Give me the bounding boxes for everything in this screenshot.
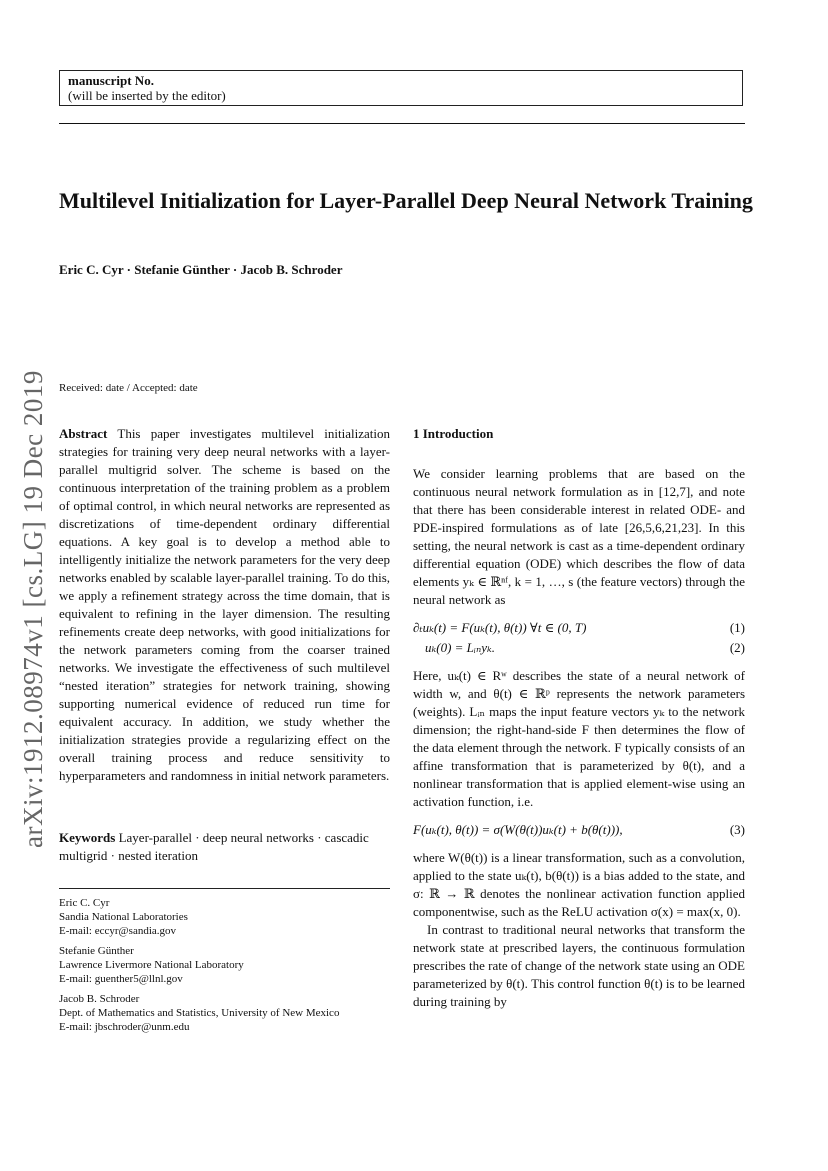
manuscript-box bbox=[59, 70, 743, 106]
footnote-gunther bbox=[59, 944, 390, 986]
paper-title: Multilevel Initialization for Layer-Parallel Deep Neural Network Training bbox=[59, 188, 753, 213]
equation-1 bbox=[413, 619, 745, 637]
editor-note: (will be inserted by the editor) bbox=[68, 88, 226, 103]
equation-2 bbox=[413, 639, 745, 657]
footnote-affiliation: Sandia National Laboratories bbox=[59, 911, 188, 923]
footnote-affiliation: Lawrence Livermore National Laboratory bbox=[59, 959, 244, 971]
footnote-email: E-mail: eccyr@sandia.gov bbox=[59, 925, 177, 937]
arxiv-stamp: arXiv:1912.08974v1 [cs.LG] 19 Dec 2019 bbox=[18, 370, 48, 848]
equation-2-number: (2) bbox=[729, 640, 745, 655]
footnote-rule bbox=[59, 888, 390, 889]
intro-paragraph-4: In contrast to traditional neural networks that transform the network state at prescribed layers, the continuous formulation prescribes the rate of change of the network state using an ODE parameterized by θ(t). This control function θ(t) is to be learned during training by bbox=[413, 922, 745, 1009]
abstract-text: This paper investigates multilevel initialization strategies for training very deep neural networks with a layer-parallel multigrid solver. The scheme is based on the continuous interpretation of the training problem as a problem of optimal control, in which neural networks are represented as discretizations of time-dependent ordinary differential equations. A key goal is to develop a method able to intelligently initialize the network parameters for the very deep networks enabled by scalable layer-parallel training. To do this, we apply a refinement strategy across the time domain, that is equivalent to refining in the layer dimension. The resulting refinements create deep networks, with good initializations for the network parameters coming from the coarser trained networks. We investigate the effectiveness of such multilevel “nested iteration” strategies for network training, showing supporting numerical evidence of reduced run time for equivalent accuracy. In addition, we study whether the initialization strategies provide a regularizing effect on the overall training process and reduce sensitivity to hyperparameters and randomness in initial network parameters. bbox=[59, 426, 390, 783]
equation-3-number: (3) bbox=[729, 822, 745, 837]
abstract-heading: Abstract bbox=[59, 426, 108, 441]
footnote-email: E-mail: guenther5@llnl.gov bbox=[59, 973, 183, 985]
keywords-text: Layer-parallel · deep neural networks · cascadic multigrid · nested iteration bbox=[59, 830, 369, 863]
equation-3 bbox=[413, 821, 745, 839]
equation-1-body: ∂ₜuₖ(t) = F(uₖ(t), θ(t)) ∀t ∈ (0, T) bbox=[413, 620, 587, 635]
header-rule bbox=[59, 123, 745, 124]
footnote-cyr bbox=[59, 896, 390, 938]
abstract bbox=[59, 425, 390, 785]
authors: Eric C. Cyr · Stefanie Günther · Jacob B. Schroder bbox=[59, 262, 343, 277]
footnote-email: E-mail: jbschroder@unm.edu bbox=[59, 1021, 190, 1033]
footnote-name: Jacob B. Schroder bbox=[59, 993, 140, 1005]
manuscript-label: manuscript No. bbox=[68, 73, 154, 88]
received-line: Received: date / Accepted: date bbox=[59, 382, 198, 394]
section-heading: 1 Introduction bbox=[413, 426, 494, 441]
intro-paragraph-3: where W(θ(t)) is a linear transformation, such as a convolution, applied to the state uₖ(t), b(θ(t)) is a bias added to the state, and σ: ℝ → ℝ denotes the nonlinear activation function applied componentwise, such as the ReLU activation σ(x) = max(x, 0). bbox=[413, 850, 745, 919]
intro-paragraph-1: We consider learning problems that are based on the continuous neural network formulation as in [12,7], and note that there has been considerable interest in related ODE- and PDE-inspired formulations as of late [26,5,6,21,23]. In this setting, the neural network is cast as a time-dependent ordinary differential equation (ODE) which describes the flow of data elements yₖ ∈ ℝⁿᶠ, k = 1, …, s (the feature vectors) through the neural network as bbox=[413, 466, 745, 607]
keywords bbox=[59, 829, 390, 865]
introduction bbox=[413, 425, 745, 1011]
footnote-schroder bbox=[59, 992, 390, 1034]
keywords-heading: Keywords bbox=[59, 830, 116, 845]
footnote-name: Eric C. Cyr bbox=[59, 897, 110, 909]
equation-1-number: (1) bbox=[729, 620, 745, 635]
footnote-affiliation: Dept. of Mathematics and Statistics, University of New Mexico bbox=[59, 1007, 340, 1019]
footnote-name: Stefanie Günther bbox=[59, 945, 134, 957]
equation-2-body: uₖ(0) = Lᵢₙyₖ. bbox=[425, 640, 495, 655]
intro-paragraph-2: Here, uₖ(t) ∈ Rʷ describes the state of a neural network of width w, and θ(t) ∈ ℝᵖ represents the network parameters (weights). Lᵢₙ maps the input feature vectors yₖ to the network dimension; the right-hand-side F then determines the flow of the data element through the network. F typically consists of an affine transformation that is parameterized by θ(t), and a nonlinear transformation that is applied element-wise using an activation function, i.e. bbox=[413, 668, 745, 809]
equation-3-body: F(uₖ(t), θ(t)) = σ(W(θ(t))uₖ(t) + b(θ(t))), bbox=[413, 822, 623, 837]
